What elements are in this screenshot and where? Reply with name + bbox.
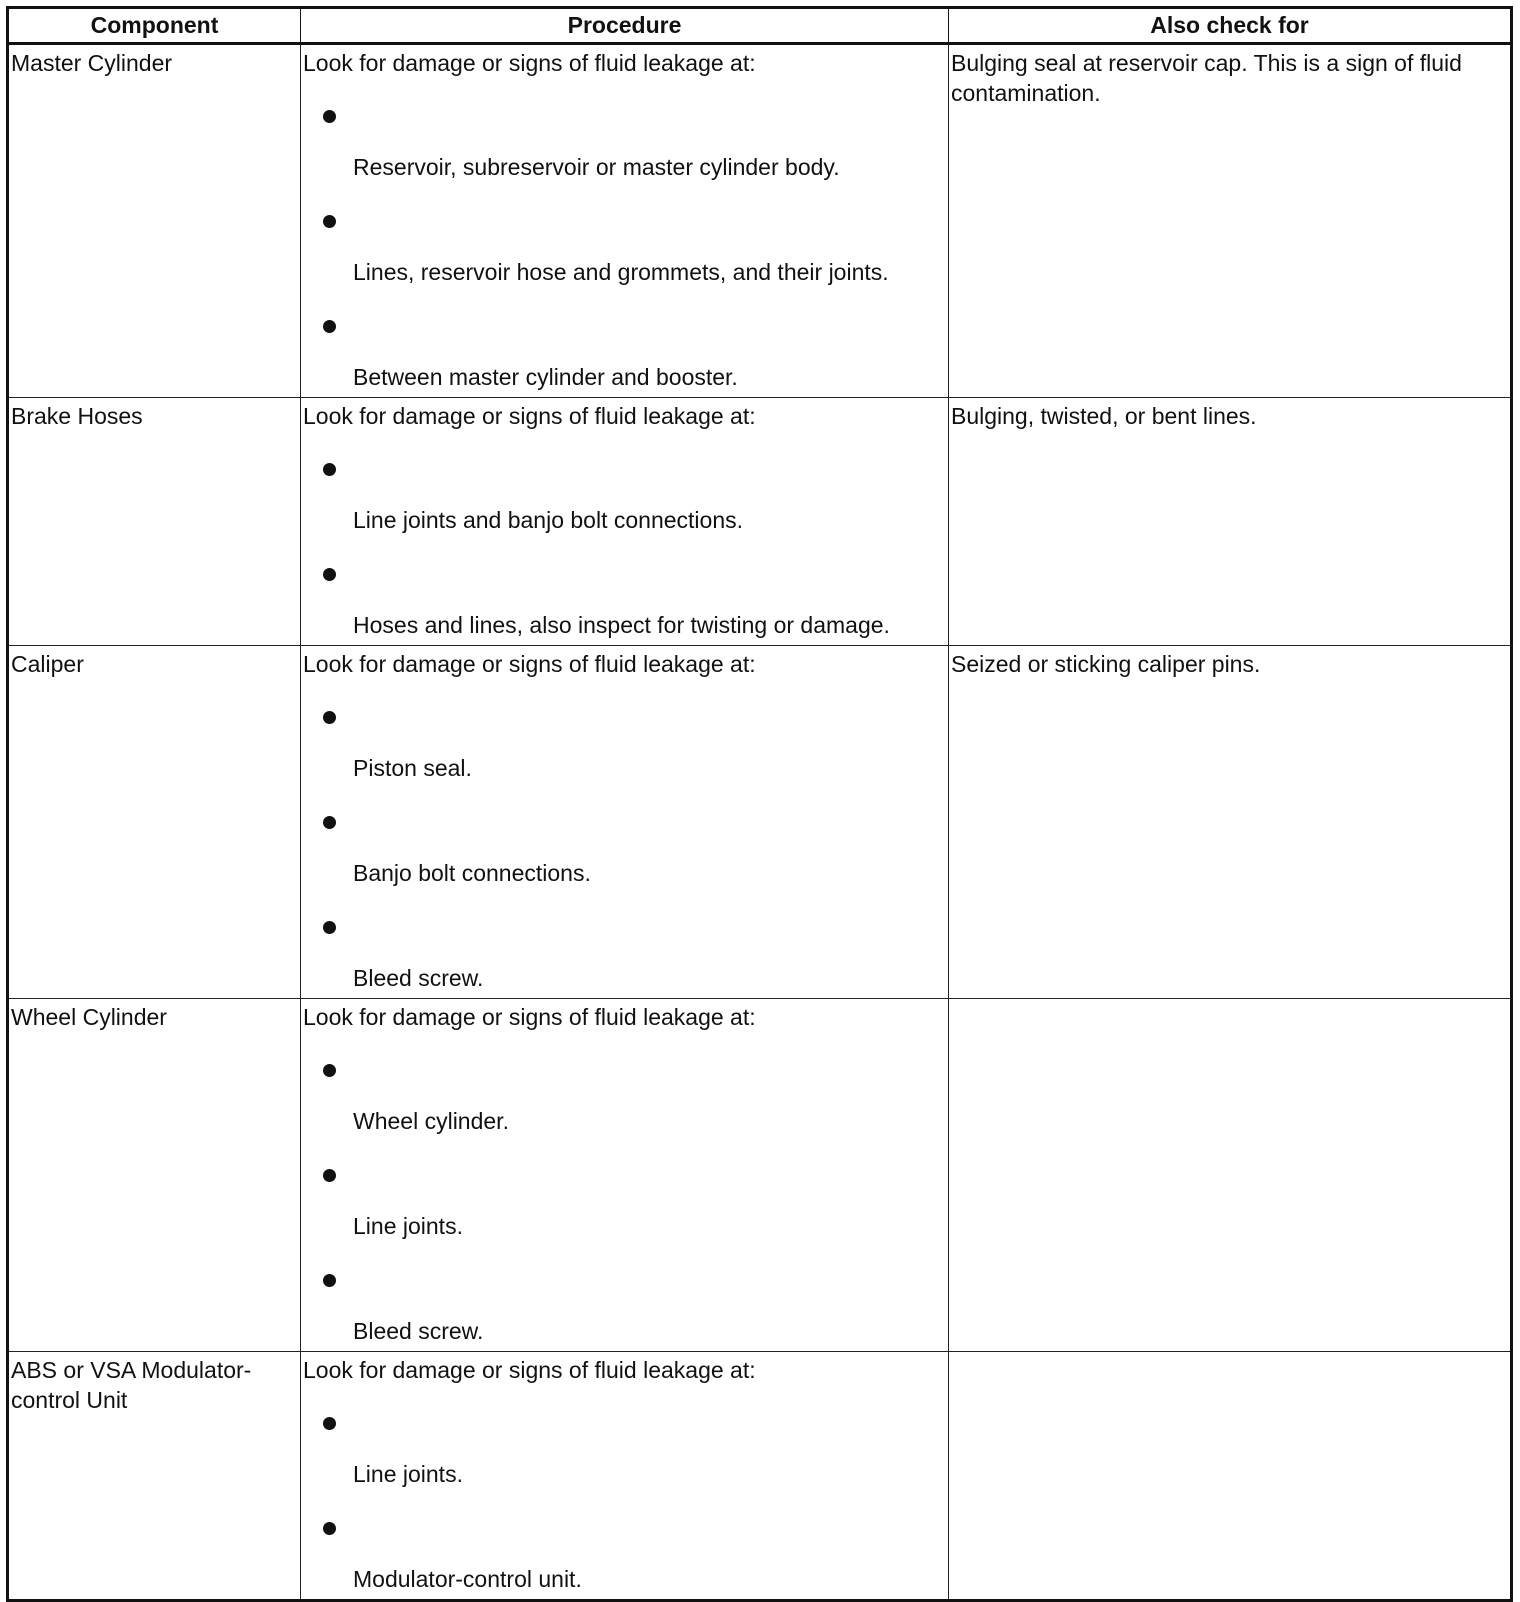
bullet-icon [323, 568, 336, 581]
bullet-icon [323, 320, 336, 333]
table-row [8, 1352, 1512, 1601]
bullet-icon [323, 463, 336, 476]
bullet-icon [323, 1417, 336, 1430]
also-check-text: Bulging, twisted, or bent lines. [951, 403, 1257, 429]
list-item-text: Modulator-control unit. [353, 1566, 582, 1592]
list-item-text: Line joints and banjo bolt connections. [353, 507, 744, 533]
list-item [303, 431, 946, 536]
also-check-cell [949, 1352, 1512, 1601]
list-item-text: Reservoir, subreservoir or master cylinder body. [353, 154, 840, 180]
header-procedure: Procedure [301, 8, 949, 44]
bullet-icon [323, 215, 336, 228]
list-item [303, 1490, 946, 1595]
bullet-icon [323, 1064, 336, 1077]
procedure-intro: Look for damage or signs of fluid leakage at: [303, 1004, 756, 1030]
list-item [303, 536, 946, 641]
also-check-cell [949, 999, 1512, 1352]
bullet-icon [323, 1169, 336, 1182]
bullet-icon [323, 110, 336, 123]
procedure-list [303, 1385, 946, 1595]
table-row [8, 646, 1512, 999]
list-item [303, 78, 946, 183]
procedure-cell [301, 398, 949, 646]
bullet-icon [323, 711, 336, 724]
list-item-text: Bleed screw. [353, 965, 484, 991]
list-item-text: Hoses and lines, also inspect for twisting or damage. [353, 612, 890, 638]
procedure-cell [301, 44, 949, 398]
procedure-intro: Look for damage or signs of fluid leakage at: [303, 403, 756, 429]
procedure-list [303, 431, 946, 641]
also-check-text: Bulging seal at reservoir cap. This is a sign of fluid contamination. [951, 50, 1462, 106]
list-item-text: Banjo bolt connections. [353, 860, 591, 886]
bullet-icon [323, 1522, 336, 1535]
list-item-text: Bleed screw. [353, 1318, 484, 1344]
procedure-list [303, 78, 946, 393]
procedure-intro: Look for damage or signs of fluid leakage at: [303, 50, 756, 76]
procedure-cell [301, 646, 949, 999]
list-item [303, 1032, 946, 1137]
procedure-intro: Look for damage or signs of fluid leakage at: [303, 1357, 756, 1383]
list-item [303, 1137, 946, 1242]
list-item [303, 1242, 946, 1347]
list-item-text: Between master cylinder and booster. [353, 364, 738, 390]
also-check-cell [949, 646, 1512, 999]
table-row [8, 44, 1512, 398]
header-row [8, 8, 1512, 44]
bullet-icon [323, 1274, 336, 1287]
component-cell: ABS or VSA Modulator-control Unit [8, 1352, 301, 1601]
component-cell: Brake Hoses [8, 398, 301, 646]
component-cell: Wheel Cylinder [8, 999, 301, 1352]
bullet-icon [323, 816, 336, 829]
list-item [303, 784, 946, 889]
header-component: Component [8, 8, 301, 44]
also-check-cell [949, 398, 1512, 646]
list-item-text: Piston seal. [353, 755, 472, 781]
bullet-icon [323, 921, 336, 934]
procedure-cell [301, 1352, 949, 1601]
list-item-text: Lines, reservoir hose and grommets, and their joints. [353, 259, 889, 285]
list-item [303, 679, 946, 784]
table-row [8, 398, 1512, 646]
procedure-list [303, 679, 946, 994]
list-item-text: Line joints. [353, 1213, 463, 1239]
list-item [303, 183, 946, 288]
header-also-check-for: Also check for [949, 8, 1512, 44]
table-row [8, 999, 1512, 1352]
procedure-intro: Look for damage or signs of fluid leakage at: [303, 651, 756, 677]
component-cell: Caliper [8, 646, 301, 999]
procedure-list [303, 1032, 946, 1347]
also-check-text: Seized or sticking caliper pins. [951, 651, 1261, 677]
procedure-cell [301, 999, 949, 1352]
list-item [303, 1385, 946, 1490]
list-item [303, 288, 946, 393]
list-item-text: Wheel cylinder. [353, 1108, 509, 1134]
component-cell: Master Cylinder [8, 44, 301, 398]
inspection-table [6, 6, 1513, 1602]
also-check-cell [949, 44, 1512, 398]
list-item [303, 889, 946, 994]
list-item-text: Line joints. [353, 1461, 463, 1487]
